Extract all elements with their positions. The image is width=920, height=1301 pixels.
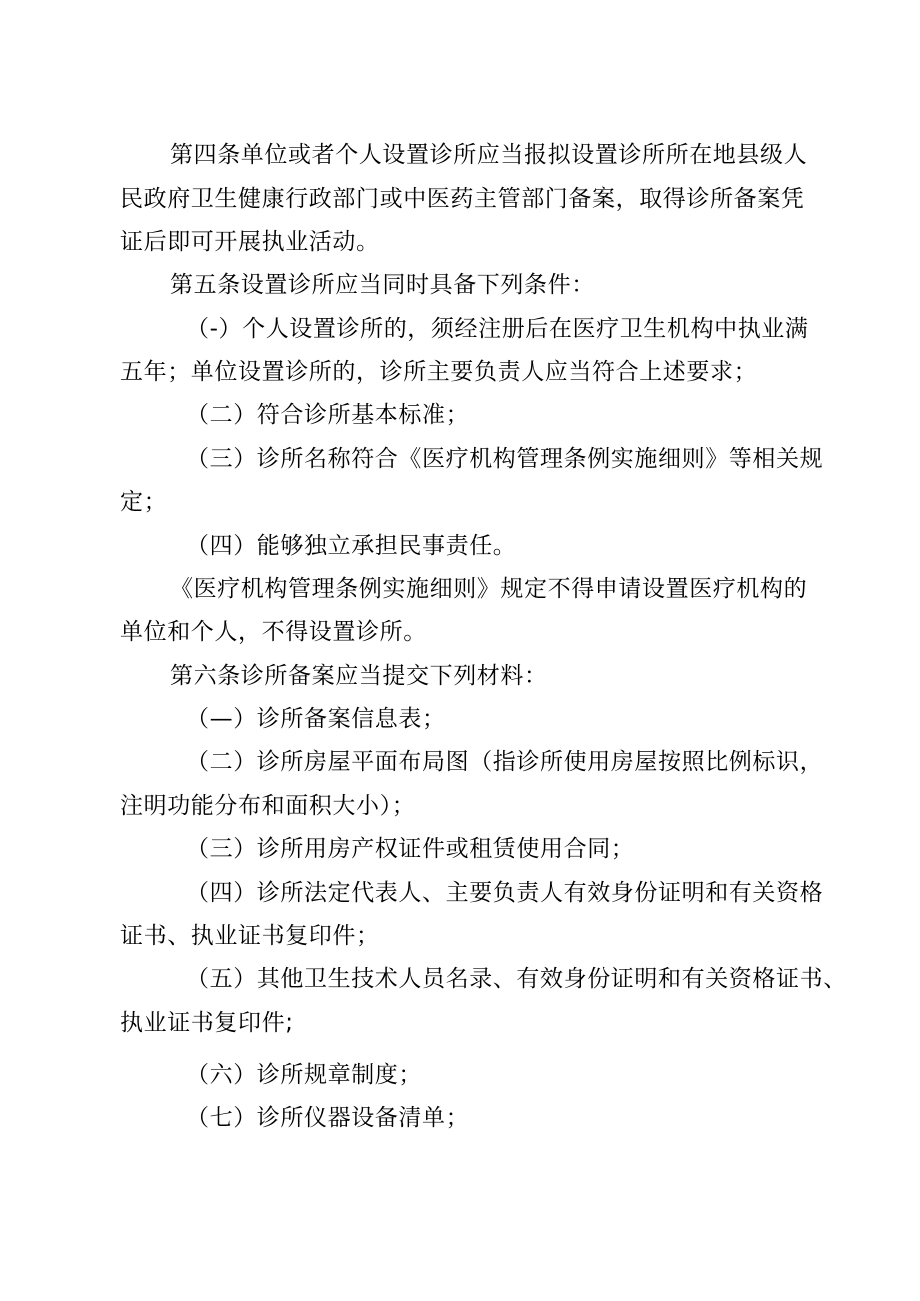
text-line: （二）诊所房屋平面布局图（指诊所使用房屋按照比例标识，: [186, 749, 824, 775]
text-line: （三）诊所名称符合《医疗机构管理条例实施细则》等相关规: [186, 446, 824, 472]
text-line: （六）诊所规章制度；: [186, 1062, 422, 1088]
text-line: 证书、执业证书复印件；: [120, 923, 380, 949]
text-line: （-）个人设置诊所的，须经注册后在医疗卫生机构中执业满: [186, 316, 809, 342]
text-line: 定；: [120, 489, 168, 515]
text-line: （二）符合诊所基本标准；: [186, 402, 470, 428]
text-line: 证后即可开展执业活动。: [120, 229, 380, 255]
text-line: 民政府卫生健康行政部门或中医药主管部门备案，取得诊所备案凭: [120, 186, 805, 212]
text-line: 注明功能分布和面积大小）；: [120, 793, 416, 819]
text-line: （四）能够独立承担民事责任。: [186, 533, 517, 559]
text-line: 第四条单位或者个人设置诊所应当报拟设置诊所所在地县级人: [170, 142, 808, 168]
text-line: （四）诊所法定代表人、主要负责人有效身份证明和有关资格: [186, 880, 824, 906]
text-line: 第六条诊所备案应当提交下列材料：: [170, 663, 548, 689]
text-line: （—）诊所备案信息表；: [186, 706, 446, 732]
text-line: 《医疗机构管理条例实施细则》规定不得申请设置医疗机构的: [170, 576, 808, 602]
text-line: 五年；单位设置诊所的，诊所主要负责人应当符合上述要求；: [120, 359, 758, 385]
text-line: 第五条设置诊所应当同时具备下列条件：: [170, 272, 595, 298]
text-line: （三）诊所用房产权证件或租赁使用合同；: [186, 836, 635, 862]
text-line: （七）诊所仪器设备清单；: [186, 1105, 470, 1131]
text-line: （五）其他卫生技术人员名录、有效身份证明和有关资格证书、: [186, 966, 847, 992]
text-line: 单位和个人，不得设置诊所。: [120, 619, 427, 645]
text-line: 执业证书复印件;: [120, 1010, 294, 1036]
